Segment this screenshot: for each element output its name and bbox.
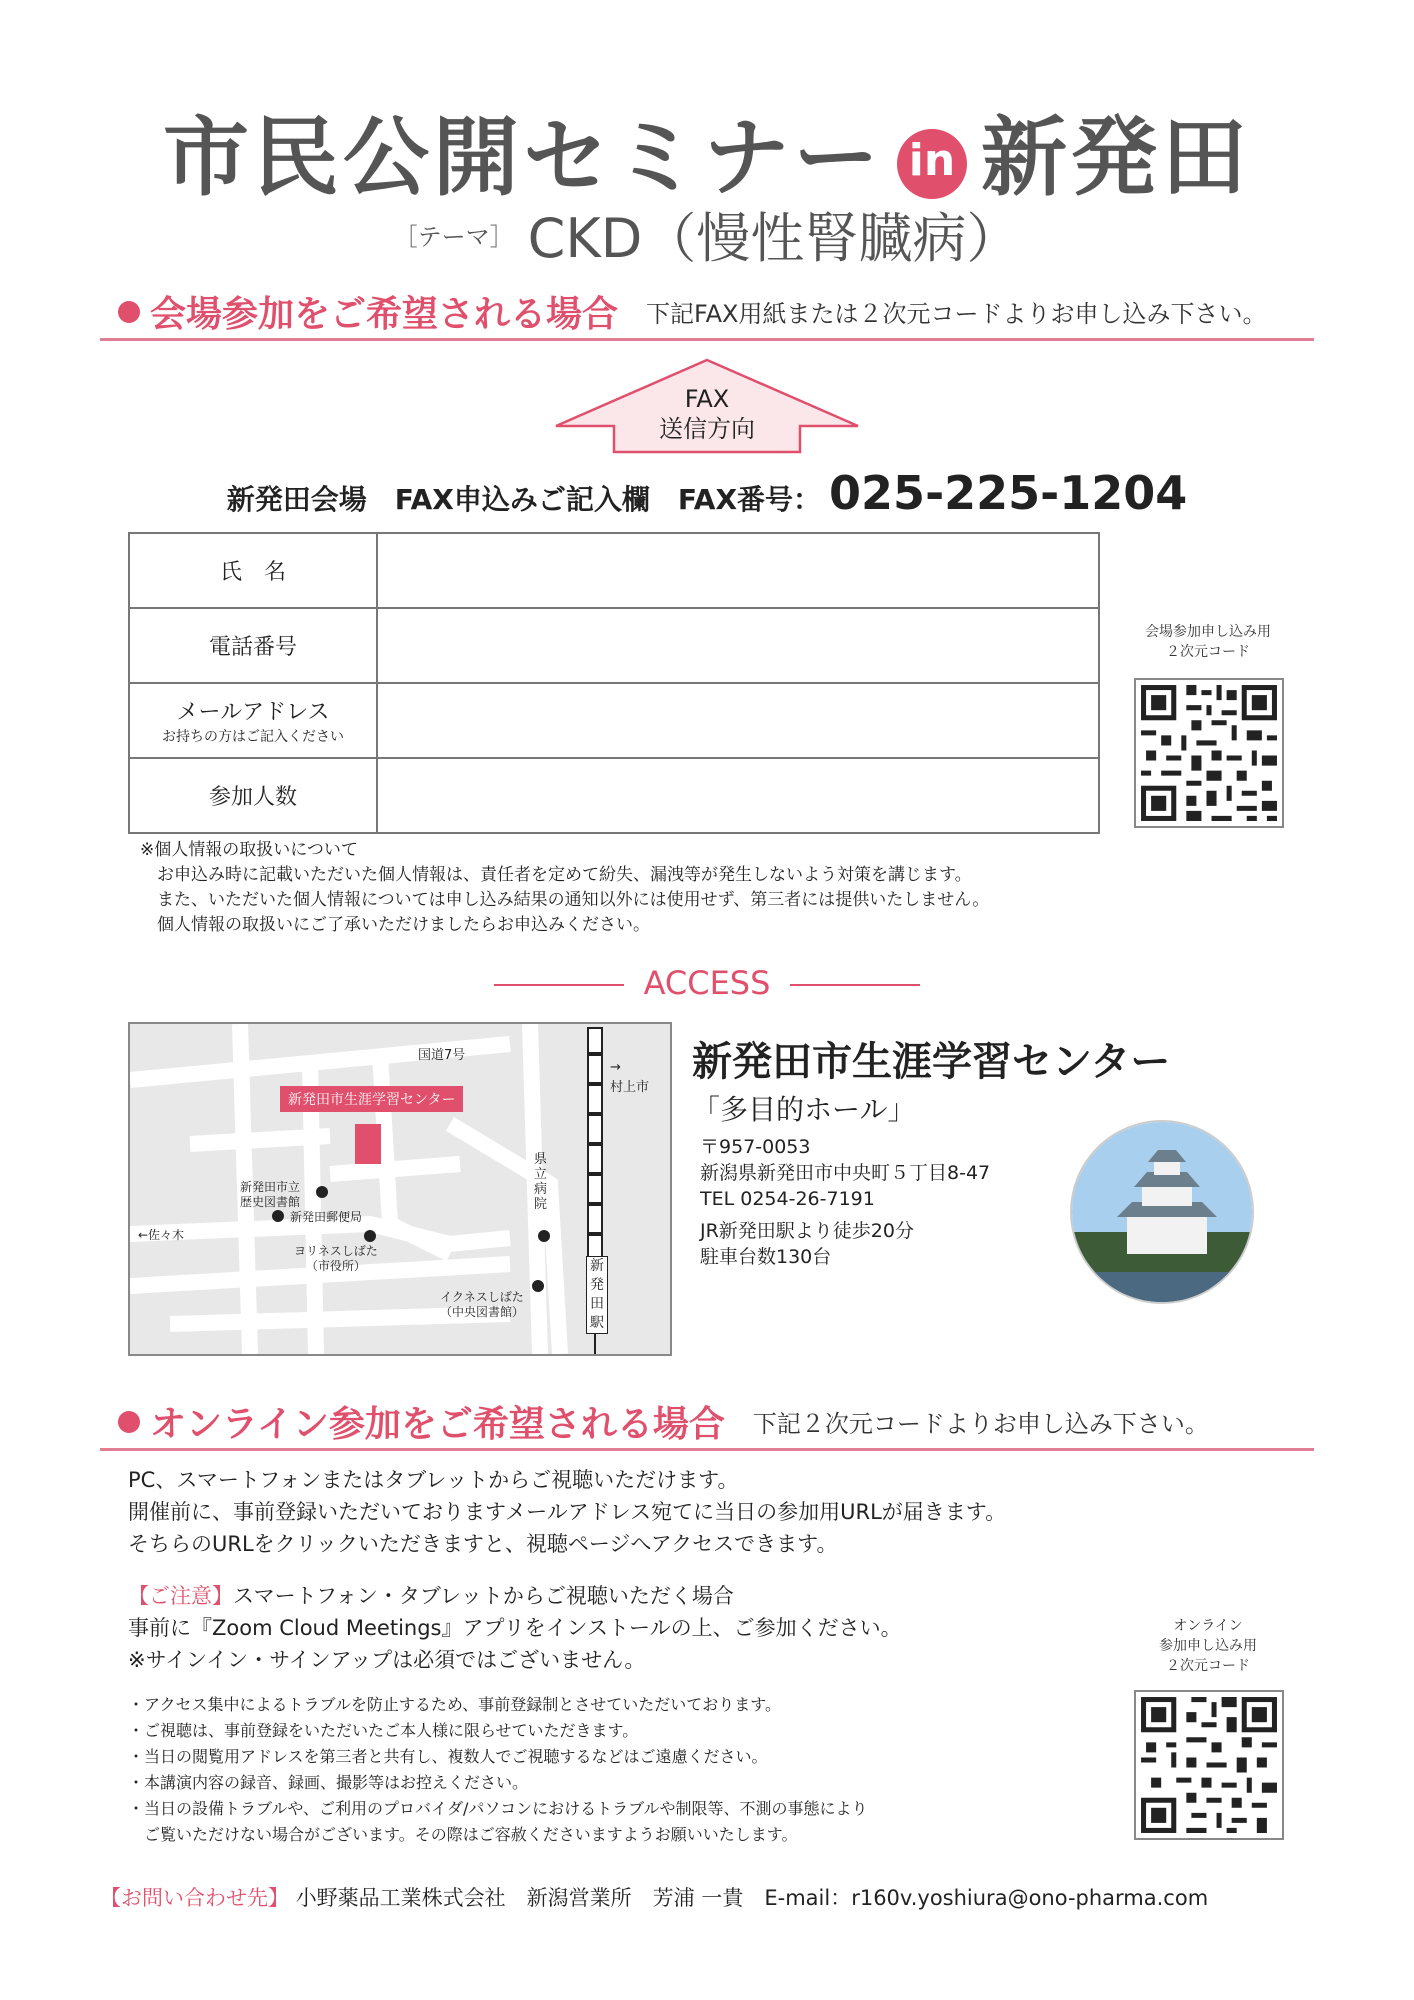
access-line-right	[790, 984, 920, 986]
list-item: ・アクセス集中によるトラブルを防止するため、事前登録制とさせていただいております。	[128, 1695, 781, 1714]
email-sublabel: お持ちの方はご記入ください	[162, 729, 344, 745]
venue-qr-caption-line2: ２次元コード	[1166, 644, 1250, 660]
caution-block	[128, 1580, 902, 1676]
contact-text[interactable]: 小野薬品工業株式会社 新潟営業所 芳浦 一貴 E-mail：r160v.yoshiura@ono-pharma.com	[295, 1886, 1209, 1910]
online-qr-caption	[1118, 1616, 1298, 1676]
venue-tel: TEL 0254-26-7191	[700, 1188, 875, 1210]
contact-footer	[100, 1882, 1208, 1912]
map-ikunesu-label: イクネスしばた （中央図書館）	[440, 1290, 525, 1319]
bullet-dot	[118, 1411, 140, 1433]
theme-text: CKD（慢性腎臓病）	[527, 207, 1021, 270]
map-road-label: 国道7号	[418, 1048, 466, 1063]
online-body	[128, 1464, 1006, 1560]
map-venue-label: 新発田市生涯学習センター	[280, 1086, 463, 1112]
bullet-dot	[118, 301, 140, 323]
privacy-line: また、いただいた個人情報については申し込み結果の通知以外には使用せず、第三者には提供いたしません。	[140, 890, 990, 910]
fax-arrow-line2: 送信方向	[659, 415, 755, 443]
title-main: 市民公開セミナー	[163, 108, 883, 208]
form-label-email	[129, 683, 377, 758]
venue-qr-caption	[1118, 622, 1298, 662]
venue-section-heading	[118, 286, 1266, 337]
list-item: ・本講演内容の録音、録画、撮影等はお控えください。	[128, 1773, 529, 1792]
online-body-line: そちらのURLをクリックいただきますと、視聴ページへアクセスできます。	[128, 1532, 838, 1556]
map-post-label: 新発田郵便局	[290, 1210, 363, 1224]
online-heading-note: 下記２次元コードよりお申し込み下さい。	[752, 1410, 1209, 1438]
access-map[interactable]	[128, 1022, 672, 1356]
form-label-name: 氏 名	[129, 533, 377, 608]
form-field-phone[interactable]	[377, 608, 1099, 683]
online-qr-caption-line2: 参加申し込み用	[1159, 1638, 1257, 1654]
privacy-notice	[140, 838, 989, 938]
map-yorinesu-label: ヨリネスしばた （市役所）	[294, 1244, 378, 1273]
online-notes-list	[128, 1692, 867, 1848]
map-station-label: 新発田駅	[586, 1256, 608, 1334]
venue-walk: JR新発田駅より徒歩20分	[700, 1220, 914, 1242]
venue-details	[700, 1134, 990, 1270]
form-row-phone	[129, 608, 1099, 683]
in-badge: in	[897, 129, 967, 199]
venue-address: 新潟県新発田市中央町５丁目8-47	[700, 1162, 991, 1184]
list-item: ・ご視聴は、事前登録をいただいたご本人様に限らせていただきます。	[128, 1721, 639, 1740]
venue-qr-caption-line1: 会場参加申し込み用	[1145, 624, 1271, 640]
access-line-left	[494, 984, 624, 986]
venue-heading-text: 会場参加をご希望される場合	[150, 294, 619, 335]
form-label-count: 参加人数	[129, 758, 377, 833]
map-sasaki-label: ←佐々木	[138, 1228, 185, 1242]
online-heading-text: オンライン参加をご希望される場合	[150, 1404, 725, 1445]
form-row-count	[129, 758, 1099, 833]
map-library-label: 新発田市立 歴史図書館	[240, 1180, 301, 1209]
fax-form-label-text: 新発田会場 FAX申込みご記入欄 FAX番号：	[226, 483, 822, 516]
theme-label: ［テーマ］	[393, 223, 514, 251]
venue-qr-code[interactable]	[1134, 678, 1284, 828]
caution-line2: 事前に『Zoom Cloud Meetings』アプリをインストールの上、ご参加ください。	[128, 1616, 902, 1640]
access-heading	[0, 964, 1414, 1002]
fax-form-table	[128, 532, 1100, 834]
access-heading-text: ACCESS	[643, 964, 771, 1002]
map-murakami-label: 村上市	[610, 1080, 650, 1095]
email-label: メールアドレス	[176, 700, 330, 725]
map-arrow: →	[610, 1060, 621, 1075]
qr-pattern-icon	[1136, 1692, 1282, 1838]
page-title	[0, 88, 1414, 212]
venue-postal: 〒957-0053	[700, 1136, 811, 1158]
list-item: ご覧いただけない場合がございます。その際はご容赦くださいますようお願いいたします。	[128, 1825, 798, 1844]
online-qr-caption-line3: ２次元コード	[1166, 1658, 1250, 1674]
list-item: ・当日の設備トラブルや、ご利用のプロバイダ/パソコンにおけるトラブルや制限等、不測の事態により	[128, 1799, 868, 1818]
online-section-heading	[118, 1396, 1209, 1447]
form-field-count[interactable]	[377, 758, 1099, 833]
caution-label: 【ご注意】	[128, 1584, 233, 1608]
venue-parking: 駐車台数130台	[700, 1246, 832, 1268]
qr-pattern-icon	[1136, 680, 1282, 826]
title-city: 新発田	[981, 108, 1251, 208]
form-row-name	[129, 533, 1099, 608]
castle-photo	[1070, 1120, 1254, 1304]
fax-number: 025-225-1204	[829, 466, 1188, 520]
privacy-line: ※個人情報の取扱いについて	[140, 840, 358, 860]
theme-line	[0, 196, 1414, 273]
online-body-line: PC、スマートフォンまたはタブレットからご視聴いただけます。	[128, 1468, 739, 1492]
fax-arrow-text	[552, 384, 862, 444]
section-rule	[100, 338, 1314, 341]
privacy-line: お申込み時に記載いただいた個人情報は、責任者を定めて紛失、漏洩等が発生しないよう対策を講じます。	[140, 865, 972, 885]
venue-hall: 「多目的ホール」	[692, 1093, 916, 1126]
map-hospital-label: 県立病院	[534, 1152, 548, 1212]
caution-line3: ※サインイン・サインアップは必須ではございません。	[128, 1648, 646, 1672]
online-qr-caption-line1: オンライン	[1173, 1618, 1243, 1634]
caution-line1: スマートフォン・タブレットからご視聴いただく場合	[233, 1584, 734, 1608]
section-rule	[100, 1448, 1314, 1451]
online-qr-code[interactable]	[1134, 1690, 1284, 1840]
fax-form-label	[0, 466, 1414, 520]
form-label-phone: 電話番号	[129, 608, 377, 683]
form-field-email[interactable]	[377, 683, 1099, 758]
list-item: ・当日の閲覧用アドレスを第三者と共有し、複数人でご視聴するなどはご遠慮ください。	[128, 1747, 768, 1766]
fax-arrow-line1: FAX	[684, 385, 730, 413]
venue-heading-note: 下記FAX用紙または２次元コードよりお申し込み下さい。	[646, 300, 1267, 328]
form-row-email	[129, 683, 1099, 758]
privacy-line: 個人情報の取扱いにご了承いただけましたらお申込みください。	[140, 915, 650, 935]
contact-label: 【お問い合わせ先】	[100, 1886, 289, 1910]
form-field-name[interactable]	[377, 533, 1099, 608]
venue-name: 新発田市生涯学習センター	[692, 1039, 1171, 1085]
online-body-line: 開催前に、事前登録いただいておりますメールアドレス宛てに当日の参加用URLが届きます。	[128, 1500, 1007, 1524]
castle-image	[1072, 1122, 1252, 1302]
